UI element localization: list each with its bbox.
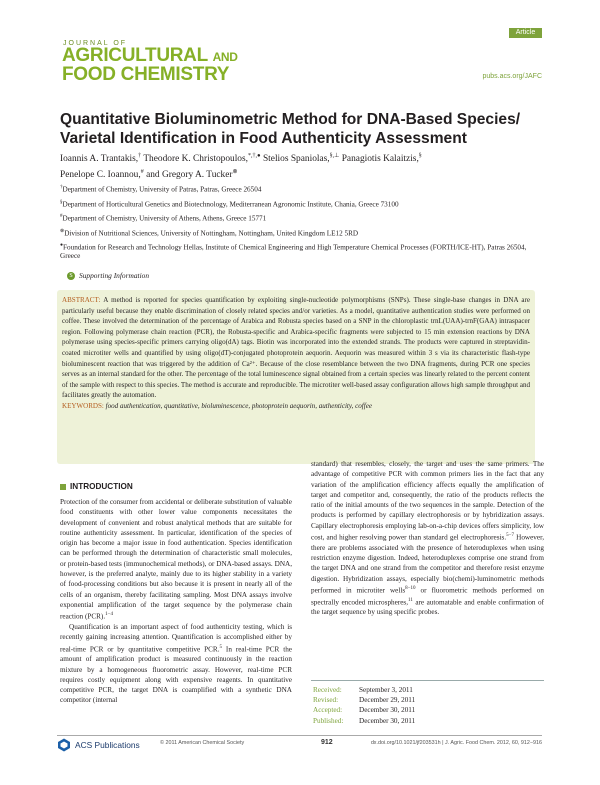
- supporting-information-link[interactable]: [67, 271, 149, 280]
- affiliation-item: ●Foundation for Research and Technology Hellas, Institute of Chemical Engineering and High Temperature Chemical Processes (FORTH/ICE-HT), Patras 26504, Greece: [60, 243, 527, 261]
- paragraph: Quantification is an important aspect of food authenticity testing, which is recently gaining increasing attention. Quantification is accomplished either by real-time PCR or by quantitative competitive PCR.$^5$ In real-time PCR the amount of amplification product is measured continuously in the reaction mixture by a homogeneous fluorometric assay. However, real-time PCR requires costly equipment along with expensive reagents. In quantitative competitive PCR, the target DNA is coamplified with a synthetic DNA competitor (internal: [60, 622, 292, 705]
- page-number: 912: [321, 739, 333, 746]
- author-mark: #: [140, 169, 144, 176]
- date-row: Received: September 3, 2011: [313, 686, 413, 694]
- journal-logo-line2: AGRICULTURAL AND: [62, 45, 238, 66]
- introduction-heading: INTRODUCTION: [60, 482, 292, 491]
- article-type-badge: Article: [509, 28, 542, 38]
- author-name[interactable]: Panagiotis Kalaitzis,: [339, 154, 419, 165]
- author-list: [60, 150, 540, 182]
- affiliation-list: [60, 184, 545, 265]
- dates-divider: [311, 680, 544, 681]
- author-mark: ⊗: [232, 169, 238, 176]
- citation-ref[interactable]: 1−4: [105, 612, 113, 618]
- section-square-icon: [60, 484, 66, 490]
- supporting-information-label: Supporting Information: [79, 271, 150, 280]
- author-name[interactable]: Theodore K. Christopoulos,: [141, 154, 248, 165]
- author-mark: §,⊥: [329, 153, 340, 159]
- keywords-line: [62, 401, 530, 412]
- article-title: Quantitative Bioluminometric Method for DNA-Based Species/ Varietal Identification in Food Authenticity Assessment: [60, 111, 521, 147]
- abstract-box: [57, 290, 535, 464]
- footer-divider: [57, 735, 542, 736]
- body-column-right: [311, 459, 544, 618]
- body-column-left: [60, 482, 292, 706]
- acs-hexagon-icon: [57, 738, 71, 752]
- copyright-text: © 2011 American Chemical Society: [160, 740, 245, 746]
- citation-ref[interactable]: 11: [408, 597, 413, 603]
- author-mark: †: [138, 153, 142, 159]
- citation-ref[interactable]: 5: [219, 644, 222, 650]
- author-name[interactable]: Penelope C. Ioannou,: [60, 170, 141, 181]
- citation-ref[interactable]: 8−10: [405, 585, 416, 591]
- acs-publications-logo[interactable]: [57, 738, 140, 752]
- acs-publications-label: ACS Publications: [75, 740, 140, 750]
- author-mark: §: [418, 153, 422, 159]
- affiliation-item: †Department of Chemistry, University of Patras, Patras, Greece 26504: [60, 185, 262, 194]
- paragraph: Protection of the consumer from accidental or deliberate substitution of valuable food constituents with other lower value components necessitates the development of convenient and robust analytical methods that are suitable for routine authenticity assessment. In particular, identification of the species of origin has become a major issue in food authentication. Species identification can be performed through the determination of characteristic small molecules, or protein-based tests (immunochemical methods), or DNA-based assays. DNA, however, is the preferred analyte, mainly due to its higher stability in a variety of food-processing conditions but also because it is present in nearly all of the cells of an organism, thereby facilitating sampling. Most DNA assays involve exponential amplification of the target sequence by the polymerase chain reaction (PCR).$^{1-4}$: [60, 498, 292, 621]
- author-name[interactable]: Ioannis A. Trantakis,: [60, 154, 139, 165]
- abstract-label: ABSTRACT:: [62, 296, 101, 304]
- affiliation-item: ⊗Division of Nutritional Sciences, University of Nottingham, Nottingham, United Kingdom LE12 5RD: [60, 228, 359, 238]
- author-name[interactable]: Stelios Spaniolas,: [260, 154, 330, 165]
- paragraph: standard) that resembles, closely, the target and uses the same primers. The advantage of competitive PCR with common primers lies in the fact that any variation of the amplification efficiency affects equally the amplification of target and competitor and, consequently, the ratio of the products reflects the ratio of the initial amounts of the two sequences in the sample. Detection of the products is performed by capillary electrophoresis or by hybridization assays. Capillary electrophoresis employing lab-on-a-chip devices offers simplicity, low cost, and higher resolving power than standard gel electrophoresis.$^{5-7}$ However, there are problems associated with the presence of heteroduplexes when using restriction enzyme digestion. Indeed, heteroduplexes comprise one strand from the target DNA and one strand from the competitor and therefore resist enzyme digestion. Hybridization assays, especially bio(chemi)-luminometric methods performed in microtiter wells$^{8-10}$ or fluorometric methods performed on spectrally encoded microspheres,$^{11}$ are automatable and enable confirmation of the target sequence by using specific probes.: [311, 460, 544, 617]
- keywords-text: food authentication, quantitative, bioluminescence, photoprotein aequorin, authenticity, coffee: [103, 401, 372, 410]
- journal-logo-line3: FOOD CHEMISTRY: [62, 64, 230, 85]
- doi-link[interactable]: dx.doi.org/10.1021/jf203531h | J. Agric. Food Chem. 2012, 60, 912−916: [370, 740, 542, 746]
- author-name[interactable]: and Gregory A. Tucker: [143, 170, 233, 181]
- citation-ref[interactable]: 5−7: [506, 533, 514, 539]
- affiliation-item: #Department of Chemistry, University of Athens, Athens, Greece 15771: [60, 214, 267, 223]
- date-row: Revised: December 29, 2011: [313, 696, 416, 705]
- keywords-label: KEYWORDS:: [62, 401, 104, 410]
- date-row: Published: December 30, 2011: [313, 716, 416, 725]
- journal-logo: [62, 40, 262, 84]
- article-dates: [313, 685, 415, 726]
- supporting-info-icon: S: [67, 272, 75, 280]
- affiliation-item: §Department of Horticultural Genetics and Biotechnology, Mediterranean Agronomic Institute, Chania, Greece 73100: [60, 199, 399, 208]
- date-row: Accepted: December 30, 2011: [313, 706, 416, 715]
- journal-logo-line1: JOURNAL OF: [63, 40, 128, 47]
- author-mark: *,†,●: [248, 153, 261, 159]
- abstract-text: A method is reported for species quantification by exploiting single-nucleotide polymorphisms (SNPs). These single-base changes in DNA are particularly useful because they enable discrimination of closely related species and/or varieties. As a model, quantitative authentication studies were performed on coffee. These involved the determination of the percentage of Arabica and Robusta species based on a SNP in the chloroplastic trnL(UAA)-trnF(GAA) intraspacer region. Following polymerase chain reaction (PCR), the Robusta-specific and Arabica-specific fragments were subjected to 15 min extension reactions by DNA polymerase using species-specific primers carrying oligo(dA) tags. Biotin was incorporated into the extended strands. The products were captured in streptavidin-coated microtiter wells and quantified by using oligo(dT)-conjugated photoprotein aequorin. Aequorin was measured within 3 s via its characteristic flash-type bioluminescent reaction that was triggered by the addition of Ca²⁺. Because of the close resemblance between the two DNA fragments, during PCR one species serves as an internal standard for the other. The percentage of the total luminescence signal obtained from a certain species was linearly related to the percent content of the sample with respect to this species. The method is accurate and reproducible. The microtiter well-based assay configuration allows high sample throughput and facilitates greatly the automation.: [62, 296, 530, 400]
- journal-url-link[interactable]: pubs.acs.org/JAFC: [482, 73, 542, 80]
